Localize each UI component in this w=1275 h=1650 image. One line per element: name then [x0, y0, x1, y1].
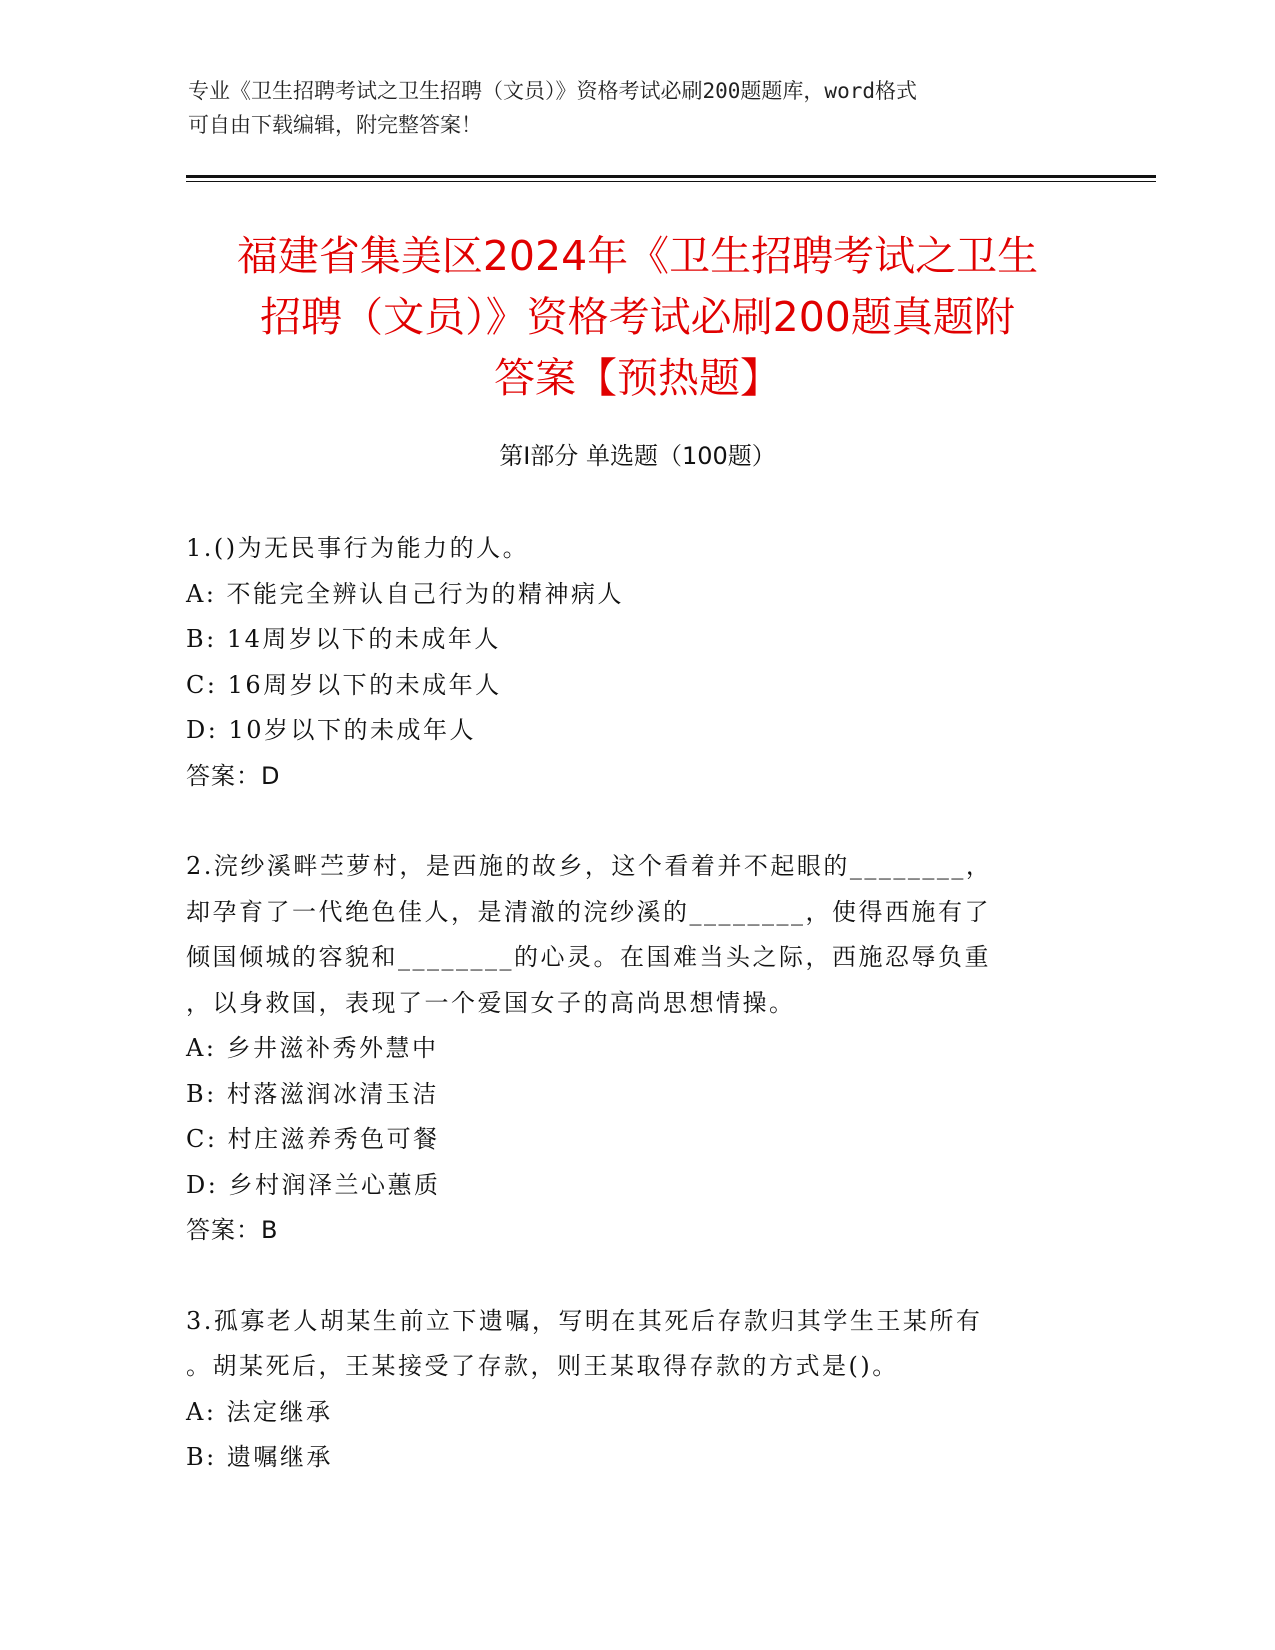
question-2-stem-line-4: ，以身救国，表现了一个爱国女子的高尚思想情操。 — [186, 988, 796, 1017]
question-1-option-b: B: 14周岁以下的未成年人 — [186, 625, 501, 653]
question-2-stem-line-1: 2.浣纱溪畔苎萝村，是西施的故乡，这个看着并不起眼的________， — [186, 852, 993, 880]
question-1-option-c: C: 16周岁以下的未成年人 — [186, 670, 502, 699]
question-3-option-b: B: 遗嘱继承 — [186, 1443, 333, 1471]
document-title-line-1: 福建省集美区2024年《卫生招聘考试之卫生 — [236, 232, 1039, 280]
question-2-answer: 答案：B — [186, 1216, 279, 1244]
question-2 — [186, 844, 1066, 1254]
header-note-line-1: 专业《卫生招聘考试之卫生招聘（文员）》资格考试必刷200题题库，word格式 — [188, 79, 917, 103]
question-3-option-a: A: 法定继承 — [186, 1397, 333, 1426]
question-3-stem-line-1: 3.孤寡老人胡某生前立下遗嘱，写明在其死后存款归其学生王某所有 — [186, 1306, 983, 1335]
question-2-option-a: A: 乡井滋补秀外慧中 — [186, 1034, 439, 1062]
question-1-option-d: D: 10岁以下的未成年人 — [186, 716, 476, 744]
question-1 — [186, 526, 1066, 799]
document-title — [150, 226, 1125, 409]
section-heading: 第I部分 单选题（100题） — [499, 442, 776, 470]
question-1-stem-line-1: 1.()为无民事行为能力的人。 — [186, 534, 530, 562]
question-1-answer: 答案：D — [186, 761, 281, 790]
question-3 — [186, 1299, 1066, 1481]
header-note-line-2: 可自由下载编辑，附完整答案！ — [188, 113, 482, 137]
question-2-option-c: C: 村庄滋养秀色可餐 — [186, 1125, 440, 1153]
header-note — [188, 74, 1088, 142]
question-list — [186, 526, 1066, 1481]
question-2-stem-line-3: 倾国倾城的容貌和________的心灵。在国难当头之际，西施忍辱负重 — [186, 943, 991, 971]
question-3-stem-line-2: 。胡某死后，王某接受了存款，则王某取得存款的方式是()。 — [186, 1352, 899, 1380]
header-divider-thick — [186, 175, 1156, 178]
header-divider-thin — [186, 181, 1156, 182]
question-2-stem-line-2: 却孕育了一代绝色佳人，是清澈的浣纱溪的________，使得西施有了 — [186, 897, 991, 926]
question-2-option-d: D: 乡村润泽兰心蕙质 — [186, 1170, 441, 1199]
question-spacer — [186, 799, 1066, 844]
document-title-line-2: 招聘（文员）》资格考试必刷200题真题附 — [260, 293, 1015, 341]
question-2-option-b: B: 村落滋润冰清玉洁 — [186, 1079, 439, 1108]
question-1-option-a: A: 不能完全辨认自己行为的精神病人 — [186, 579, 625, 608]
document-title-line-3: 答案【预热题】 — [494, 354, 781, 402]
question-spacer — [186, 1254, 1066, 1299]
